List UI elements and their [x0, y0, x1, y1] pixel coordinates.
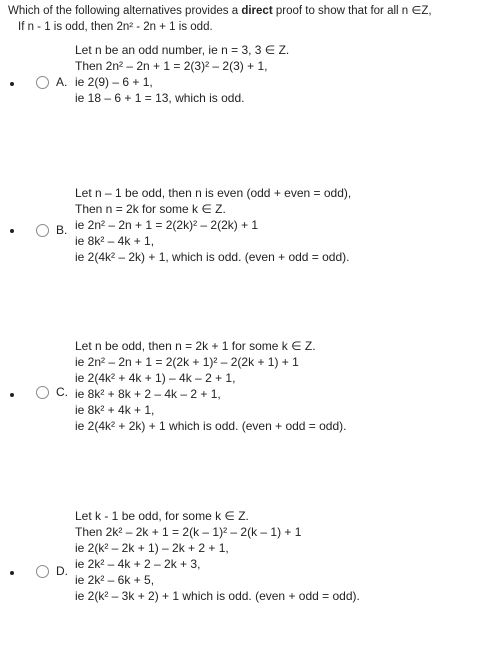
- question-emphasis: direct: [241, 5, 273, 17]
- option-letter-d: D.: [56, 564, 68, 578]
- proof-line: Let n – 1 be odd, then n is even (odd + even = odd),: [75, 186, 352, 200]
- proof-line: ie 18 – 6 + 1 = 13, which is odd.: [75, 91, 245, 105]
- proof-line: ie 2(4k² + 2k) + 1 which is odd. (even + odd = odd).: [75, 419, 347, 433]
- proof-line: ie 2(9) – 6 + 1,: [75, 75, 153, 89]
- question-line-1: [8, 3, 476, 19]
- proof-line: ie 8k² + 8k + 2 – 4k – 2 + 1,: [75, 387, 221, 401]
- question-prefix: Which of the following alternatives provides a: [8, 5, 242, 17]
- proof-line: Then 2n² – 2n + 1 = 2(3)² – 2(3) + 1,: [75, 59, 268, 73]
- proof-line: Let n be an odd number, ie n = 3, 3 ∈ Z.: [75, 43, 290, 57]
- proof-line: Let k - 1 be odd, for some k ∈ Z.: [75, 509, 249, 523]
- proof-line: Then n = 2k for some k ∈ Z.: [75, 202, 226, 216]
- option-d-proof: [75, 508, 360, 604]
- proof-line: ie 2k² – 6k + 5,: [75, 573, 155, 587]
- question-line-2: If n - 1 is odd, then 2n² - 2n + 1 is odd.: [18, 21, 213, 33]
- proof-line: ie 8k² – 4k + 1,: [75, 234, 155, 248]
- proof-line: ie 2n² – 2n + 1 = 2(2k + 1)² – 2(2k + 1) + 1: [75, 355, 299, 369]
- option-letter-c: C.: [56, 385, 68, 399]
- radio-button-c[interactable]: [36, 386, 49, 399]
- radio-button-b[interactable]: [36, 224, 49, 237]
- option-a-proof: [75, 42, 289, 106]
- question-suffix: proof to show that for all n ∈Z,: [272, 5, 432, 17]
- radio-button-a[interactable]: [36, 76, 49, 89]
- option-c-proof: [75, 338, 347, 434]
- question-text: [8, 3, 476, 35]
- bullet-icon: [10, 229, 14, 233]
- proof-line: Let n be odd, then n = 2k + 1 for some k ∈ Z.: [75, 339, 316, 353]
- option-letter-b: B.: [56, 223, 68, 237]
- proof-line: ie 2n² – 2n + 1 = 2(2k)² – 2(2k) + 1: [75, 218, 259, 232]
- radio-button-d[interactable]: [36, 565, 49, 578]
- option-b-proof: [75, 185, 351, 265]
- proof-line: Then 2k² – 2k + 1 = 2(k – 1)² – 2(k – 1) + 1: [75, 525, 302, 539]
- proof-line: ie 2k² – 4k + 2 – 2k + 3,: [75, 557, 201, 571]
- bullet-icon: [10, 393, 14, 397]
- proof-line: ie 2(4k² – 2k) + 1, which is odd. (even + odd = odd).: [75, 250, 350, 264]
- proof-line: ie 2(4k² + 4k + 1) – 4k – 2 + 1,: [75, 371, 236, 385]
- proof-line: ie 2(k² – 2k + 1) – 2k + 2 + 1,: [75, 541, 229, 555]
- option-letter-a: A.: [56, 75, 68, 89]
- bullet-icon: [10, 571, 14, 575]
- bullet-icon: [10, 82, 14, 86]
- proof-line: ie 8k² + 4k + 1,: [75, 403, 155, 417]
- proof-line: ie 2(k² – 3k + 2) + 1 which is odd. (even + odd = odd).: [75, 589, 360, 603]
